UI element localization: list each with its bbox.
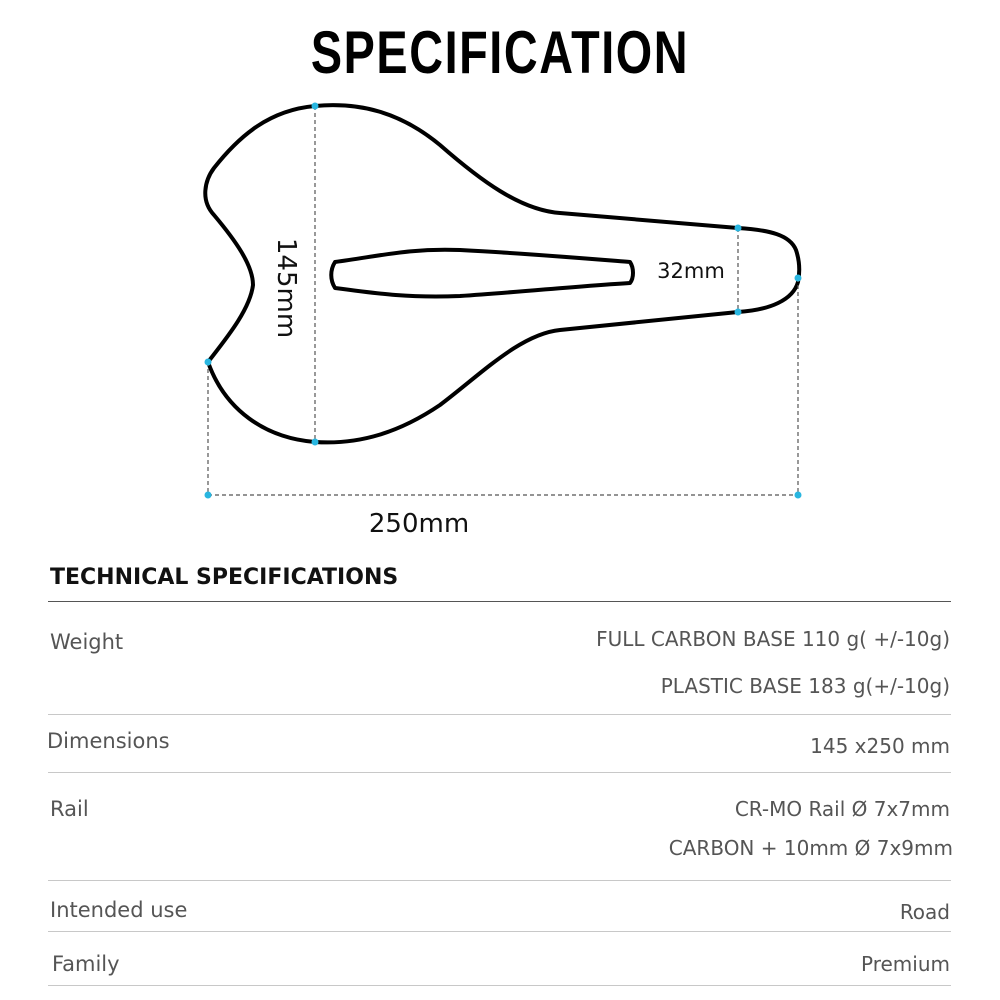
nose-width-label: 32mm xyxy=(657,259,725,283)
spec-label: Intended use xyxy=(50,898,188,922)
spec-value: FULL CARBON BASE 110 g( +/-10g) xyxy=(596,627,950,651)
dimension-point xyxy=(795,492,802,499)
page-title: SPECIFICATION xyxy=(310,19,690,86)
spec-value: Road xyxy=(899,900,950,924)
row-divider xyxy=(48,880,951,881)
row-divider xyxy=(48,714,951,715)
dimension-point xyxy=(205,359,212,366)
spec-value: CR-MO Rail Ø 7x7mm xyxy=(734,797,950,821)
dimension-point xyxy=(312,439,319,446)
dimension-point xyxy=(312,103,319,110)
dimension-point xyxy=(205,492,212,499)
spec-label: Dimensions xyxy=(47,729,170,753)
row-divider xyxy=(48,985,951,986)
dimension-point xyxy=(795,275,802,282)
spec-value: CARBON + 10mm Ø 7x9mm xyxy=(668,836,953,860)
dimension-point xyxy=(735,309,742,316)
height-label: 145mm xyxy=(271,237,301,339)
row-divider xyxy=(48,772,951,773)
length-label: 250mm xyxy=(368,509,470,539)
heading-divider xyxy=(48,601,951,602)
section-heading: TECHNICAL SPECIFICATIONS xyxy=(50,565,399,590)
spec-label: Rail xyxy=(50,797,89,821)
spec-label: Weight xyxy=(50,630,124,654)
row-divider xyxy=(48,931,951,932)
spec-value: Premium xyxy=(861,952,950,976)
center-cutout xyxy=(331,250,633,297)
spec-value: 145 x250 mm xyxy=(810,734,950,758)
spec-label: Family xyxy=(52,952,120,976)
spec-value: PLASTIC BASE 183 g(+/-10g) xyxy=(660,674,950,698)
dimension-point xyxy=(735,225,742,232)
